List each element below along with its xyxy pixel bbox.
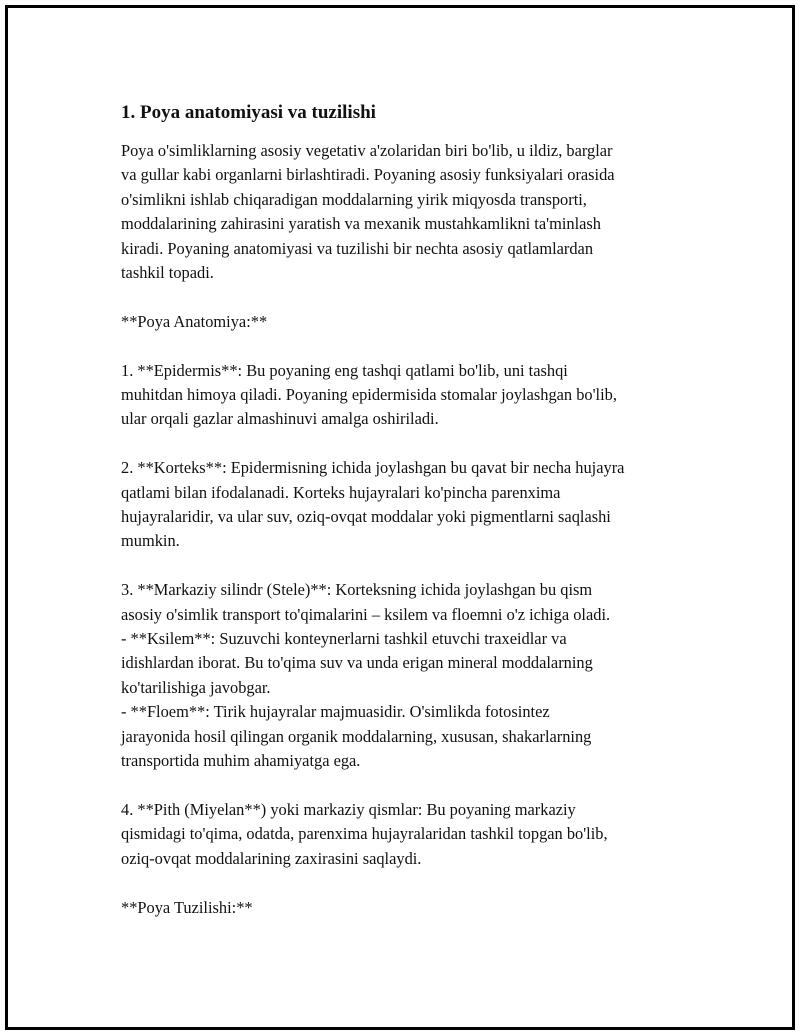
pith-paragraph: 4. **Pith (Miyelan**) yoki markaziy qismlar: Bu poyaning markaziy qismidagi to'qima, odatda, parenxima hujayralaridan tashkil topgan bo'lib, oziq-ovqat moddalarining zaxirasini saqlaydi. — [121, 799, 608, 868]
document-page — [5, 5, 795, 1030]
paragraph-spacer — [121, 432, 696, 456]
intro-paragraph: Poya o'simliklarning asosiy vegetativ a'zolaridan biri bo'lib, u ildiz, barglar va gullar kabi organlarni birlashtiradi. Poyaning asosiy funksiyalari orasida o'simlikni ishlab chiqaradigan moddalarning yirik miqyosda transporti, moddalarining zahirasini yaratish va mexanik mustahkamlikni ta'minlash kiradi. Poyaning anatomiyasi va tuzilishi bir nechta asosiy qatlamlardan tashkil topadi. — [121, 141, 615, 283]
stele-paragraph: 3. **Markaziy silindr (Stele)**: Korteksning ichida joylashgan bu qism asosiy o'simlik transport to'qimalarini – ksilem va floemni o'z ichiga oladi. - **Ksilem**: Suzuvchi konteynerlarni tashkil etuvchi traxeidlar va idishlardan iborat. Bu to'qima suv va unda erigan mineral moddalarning ko'tarilishiga javobgar. - **Floem**: Tirik hujayralar majmuasidir. O'simlikda fotosintez jarayonida hosil qilingan organik moddalarning, xususan, shakarlarning transportida muhim ahamiyatga ega. — [121, 580, 611, 771]
document-body — [121, 101, 696, 920]
paragraph-spacer — [121, 285, 696, 309]
paragraph-spacer — [121, 334, 696, 358]
paragraph-spacer — [121, 774, 696, 798]
paragraph-spacer — [121, 554, 696, 578]
anatomy-subheading: **Poya Anatomiya:** — [121, 311, 268, 331]
epidermis-paragraph: 1. **Epidermis**: Bu poyaning eng tashqi qatlami bo'lib, uni tashqi muhitdan himoya qiladi. Poyaning epidermisida stomalar joylashgan bo'lib, ular orqali gazlar almashinuvi amalga oshiriladi. — [121, 360, 617, 429]
structure-subheading: **Poya Tuzilishi:** — [121, 897, 253, 917]
korteks-paragraph: 2. **Korteks**: Epidermisning ichida joylashgan bu qavat bir necha hujayra qatlami bilan ifodalanadi. Korteks hujayralari ko'pincha parenxima hujayralaridir, va ular suv, oziq-ovqat moddalar yoki pigmentlarni saqlashi mumkin. — [121, 458, 625, 551]
paragraph-spacer — [121, 871, 696, 895]
section-heading: 1. Poya anatomiyasi va tuzilishi — [121, 102, 376, 123]
